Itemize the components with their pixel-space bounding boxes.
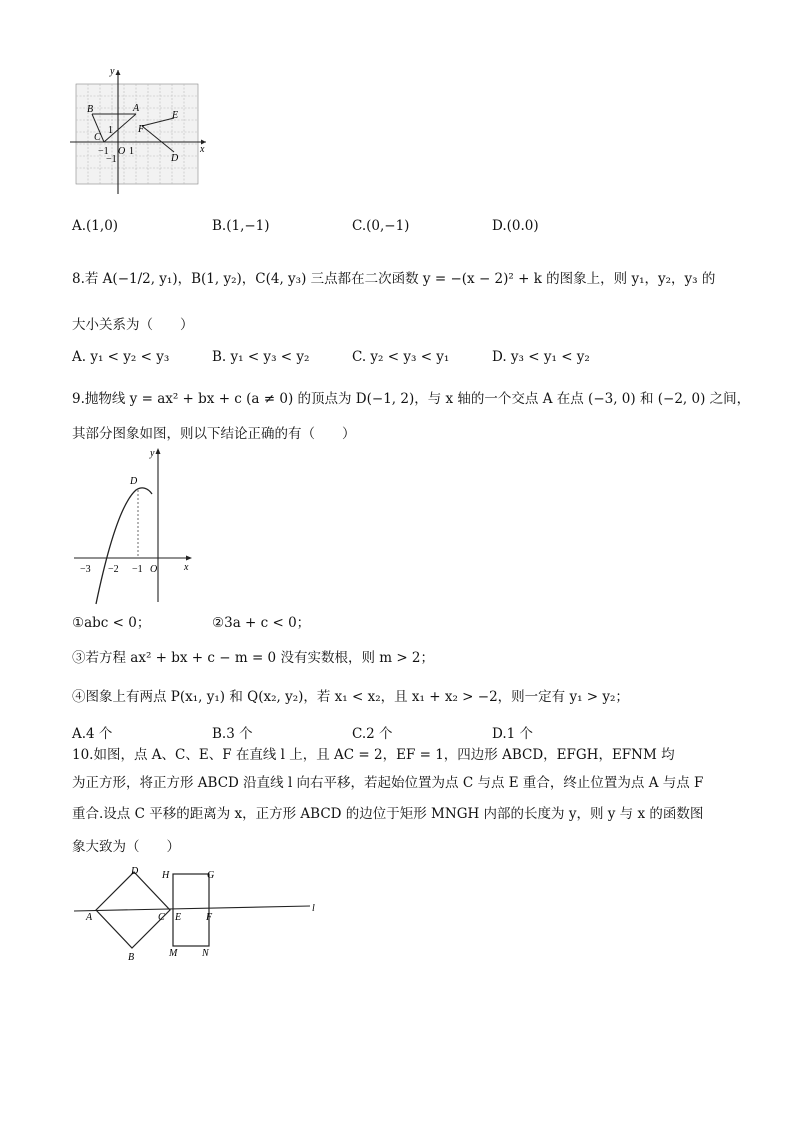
svg-text:x: x [200,144,205,155]
q9-stem-line1: 9.抛物线 y = ax² + bx + c (a ≠ 0) 的顶点为 D(−1, 2)，与 x 轴的一个交点 A 在点 (−3, 0) 和 (−2, 0) 之间， [72,391,751,407]
q9-stem-line2: 其部分图象如图，则以下结论正确的有（ ） [72,426,356,442]
svg-text:E: E [172,110,179,121]
q7-option-d: D.(0.0) [492,218,539,234]
q8-option-c: C. y₂ < y₃ < y₁ [352,349,450,365]
q9-option-c: C.2 个 [352,726,393,742]
q10-squares-figure [72,864,332,964]
svg-text:1: 1 [129,146,134,157]
q10-stem-line1: 10.如图，点 A、C、E、F 在直线 l 上，且 AC = 2，EF = 1，四边形 ABCD，EFGH，EFNM 均 [72,747,675,763]
svg-text:C: C [158,912,165,923]
svg-text:D: D [131,866,139,877]
svg-text:F: F [138,124,145,135]
q9-statement-2: ②3a + c < 0； [212,615,311,631]
svg-text:C: C [94,132,101,143]
svg-text:−1: −1 [132,564,143,575]
svg-text:−3: −3 [80,564,91,575]
svg-text:−1: −1 [106,154,117,165]
svg-text:y: y [110,66,115,77]
svg-text:−1: −1 [98,146,109,157]
q9-statement-1: ①abc < 0； [72,615,151,631]
svg-text:B: B [87,104,94,115]
q7-option-c: C.(0,−1) [352,218,410,234]
q8-option-d: D. y₃ < y₁ < y₂ [492,349,590,365]
svg-text:N: N [202,948,209,959]
q8-stem-line1: 8.若 A(−1/2, y₁)，B(1, y₂)，C(4, y₃) 三点都在二次函数 y = −(x − 2)² + k 的图象上，则 y₁，y₂，y₃ 的 [72,271,716,287]
q9-statement-3: ③若方程 ax² + bx + c − m = 0 没有实数根，则 m > 2； [72,650,435,666]
q10-stem-line2: 为正方形，将正方形 ABCD 沿直线 l 向右平移，若起始位置为点 C 与点 E 重合，终止位置为点 A 与点 F [72,775,704,791]
q9-statement-4: ④图象上有两点 P(x₁, y₁) 和 Q(x₂, y₂)，若 x₁ < x₂，且 x₁ + x₂ > −2，则一定有 y₁ > y₂； [72,689,629,705]
q9-option-b: B.3 个 [212,726,253,742]
svg-text:D: D [171,153,179,164]
svg-text:−2: −2 [108,564,119,575]
svg-text:x: x [184,562,189,573]
q9-parabola-curve [96,488,152,604]
q10-line-l [74,906,310,911]
svg-text:l: l [312,903,315,914]
q7-grid-figure [70,66,210,196]
svg-text:O: O [150,564,158,575]
svg-text:G: G [207,870,215,881]
svg-text:F: F [206,912,213,923]
q10-stem-line4: 象大致为（ ） [72,839,180,855]
q10-rect-mnhg [173,874,209,946]
q10-stem-line3: 重合.设点 C 平移的距离为 x，正方形 ABCD 的边位于矩形 MNGH 内部的长度为 y，则 y 与 x 的函数图 [72,806,704,822]
q9-parabola-figure [72,446,202,606]
svg-text:D: D [130,476,138,487]
svg-text:1: 1 [108,125,113,136]
svg-text:E: E [175,912,182,923]
svg-text:H: H [162,870,170,881]
svg-text:M: M [169,948,178,959]
q9-option-a: A.4 个 [72,726,113,742]
q9-option-d: D.1 个 [492,726,534,742]
svg-text:A: A [86,912,93,923]
svg-text:O: O [118,146,126,157]
svg-text:y: y [150,448,155,459]
q8-option-b: B. y₁ < y₃ < y₂ [212,349,310,365]
q7-option-a: A.(1,0) [72,218,119,234]
q8-option-a: A. y₁ < y₂ < y₃ [72,349,170,365]
q8-stem-line2: 大小关系为（ ） [72,317,194,333]
q7-option-b: B.(1,−1) [212,218,270,234]
svg-text:B: B [128,952,135,963]
svg-text:A: A [133,103,140,114]
